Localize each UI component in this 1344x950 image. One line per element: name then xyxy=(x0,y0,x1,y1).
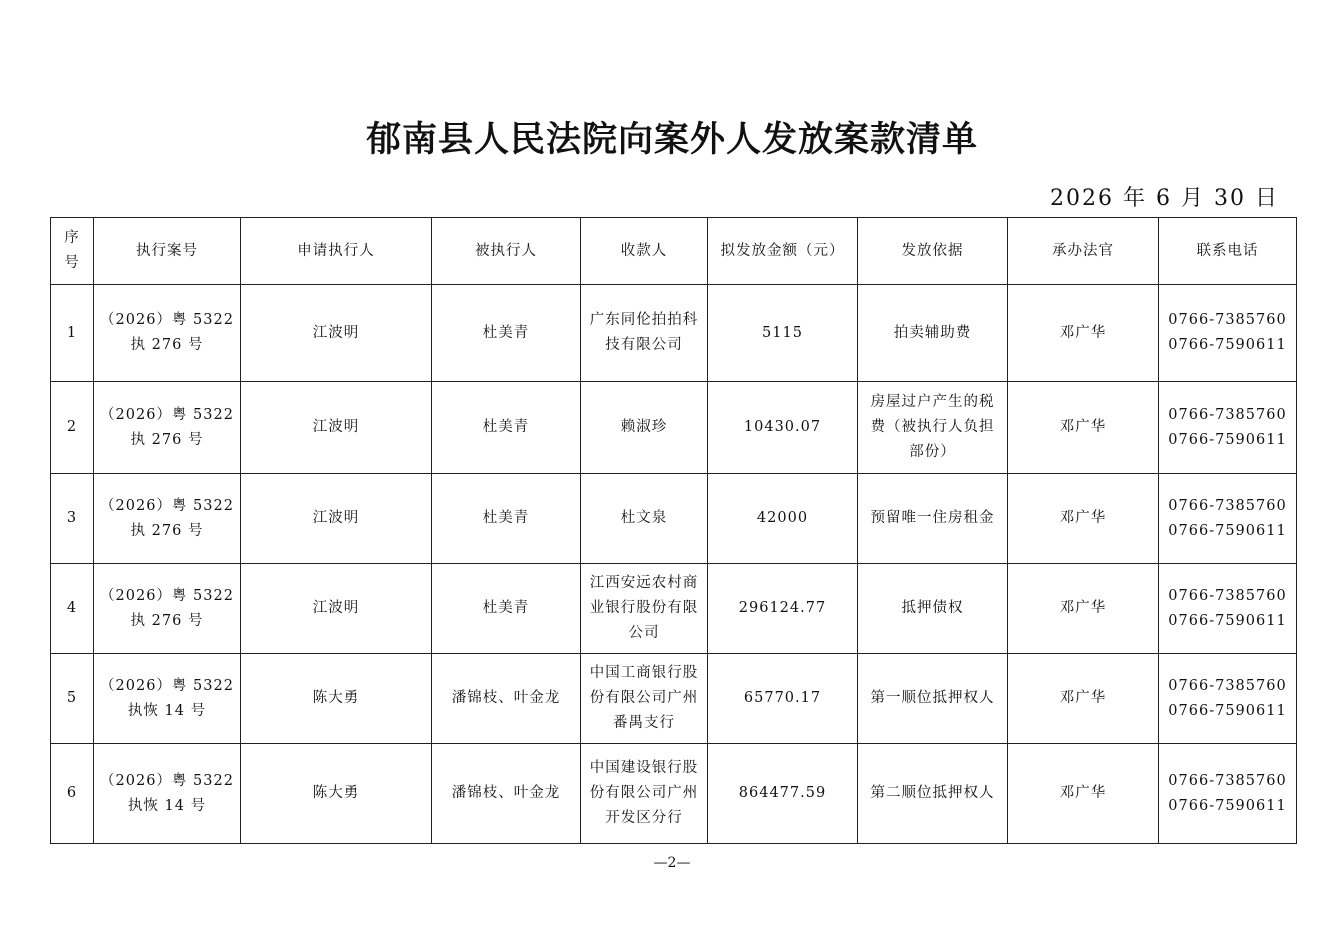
payment-list-table xyxy=(50,217,1297,844)
cell-payee: 中国工商银行股份有限公司广州番禺支行 xyxy=(581,654,708,744)
cell-basis: 房屋过户产生的税费（被执行人负担部份） xyxy=(858,382,1008,474)
cell-seq: 6 xyxy=(51,744,94,844)
cell-applicant: 江波明 xyxy=(241,285,432,382)
cell-basis: 拍卖辅助费 xyxy=(858,285,1008,382)
cell-respondent: 杜美青 xyxy=(432,285,581,382)
header-case-no: 执行案号 xyxy=(94,218,241,285)
cell-case-no: （2026）粤 5322 执 276 号 xyxy=(94,382,241,474)
cell-phone xyxy=(1159,744,1297,844)
cell-respondent: 杜美青 xyxy=(432,474,581,564)
header-seq: 序号 xyxy=(51,218,94,285)
header-payee: 收款人 xyxy=(581,218,708,285)
phone-number: 0766-7385760 xyxy=(1168,406,1287,423)
phone-number: 0766-7385760 xyxy=(1168,677,1287,694)
document-date: 2026 年 6 月 30 日 xyxy=(1050,186,1279,211)
phone-number: 0766-7385760 xyxy=(1168,772,1287,789)
cell-basis: 第一顺位抵押权人 xyxy=(858,654,1008,744)
cell-phone xyxy=(1159,654,1297,744)
header-phone: 联系电话 xyxy=(1159,218,1297,285)
cell-phone xyxy=(1159,285,1297,382)
table-row xyxy=(51,654,1297,744)
table-row xyxy=(51,285,1297,382)
cell-respondent: 潘锦枝、叶金龙 xyxy=(432,654,581,744)
cell-applicant: 陈大勇 xyxy=(241,654,432,744)
cell-judge: 邓广华 xyxy=(1008,564,1159,654)
cell-respondent: 潘锦枝、叶金龙 xyxy=(432,744,581,844)
cell-basis: 抵押债权 xyxy=(858,564,1008,654)
header-judge: 承办法官 xyxy=(1008,218,1159,285)
phone-number: 0766-7590611 xyxy=(1168,797,1287,814)
cell-payee: 江西安远农村商业银行股份有限公司 xyxy=(581,564,708,654)
cell-applicant: 江波明 xyxy=(241,474,432,564)
cell-payee: 杜文泉 xyxy=(581,474,708,564)
cell-phone xyxy=(1159,564,1297,654)
cell-amount: 5115 xyxy=(708,285,858,382)
phone-number: 0766-7385760 xyxy=(1168,312,1287,328)
cell-case-no: （2026）粤 5322 执 276 号 xyxy=(94,564,241,654)
phone-number: 0766-7590611 xyxy=(1168,337,1287,353)
header-basis: 发放依据 xyxy=(858,218,1008,285)
cell-payee: 赖淑珍 xyxy=(581,382,708,474)
cell-judge: 邓广华 xyxy=(1008,654,1159,744)
cell-respondent: 杜美青 xyxy=(432,564,581,654)
cell-amount: 65770.17 xyxy=(708,654,858,744)
table-header-row xyxy=(51,218,1297,285)
cell-seq: 5 xyxy=(51,654,94,744)
cell-amount: 10430.07 xyxy=(708,382,858,474)
cell-respondent: 杜美青 xyxy=(432,382,581,474)
page-number: —2— xyxy=(653,855,691,871)
cell-seq: 3 xyxy=(51,474,94,564)
cell-amount: 42000 xyxy=(708,474,858,564)
table-row xyxy=(51,564,1297,654)
cell-phone xyxy=(1159,382,1297,474)
cell-judge: 邓广华 xyxy=(1008,382,1159,474)
cell-applicant: 陈大勇 xyxy=(241,744,432,844)
cell-phone xyxy=(1159,474,1297,564)
cell-seq: 4 xyxy=(51,564,94,654)
cell-seq: 1 xyxy=(51,285,94,382)
cell-judge: 邓广华 xyxy=(1008,285,1159,382)
cell-judge: 邓广华 xyxy=(1008,744,1159,844)
phone-number: 0766-7590611 xyxy=(1168,702,1287,719)
header-amount: 拟发放金额（元） xyxy=(708,218,858,285)
header-applicant: 申请执行人 xyxy=(241,218,432,285)
phone-number: 0766-7590611 xyxy=(1168,431,1287,448)
document-title: 郁南县人民法院向案外人发放案款清单 xyxy=(365,120,978,160)
cell-case-no: （2026）粤 5322 执 276 号 xyxy=(94,474,241,564)
cell-seq: 2 xyxy=(51,382,94,474)
cell-payee: 中国建设银行股份有限公司广州开发区分行 xyxy=(581,744,708,844)
phone-number: 0766-7385760 xyxy=(1168,497,1287,514)
cell-amount: 296124.77 xyxy=(708,564,858,654)
cell-applicant: 江波明 xyxy=(241,382,432,474)
table-row xyxy=(51,744,1297,844)
phone-number: 0766-7385760 xyxy=(1168,587,1287,604)
cell-amount: 864477.59 xyxy=(708,744,858,844)
cell-case-no: （2026）粤 5322 执恢 14 号 xyxy=(94,654,241,744)
cell-basis: 第二顺位抵押权人 xyxy=(858,744,1008,844)
cell-basis: 预留唯一住房租金 xyxy=(858,474,1008,564)
phone-number: 0766-7590611 xyxy=(1168,522,1287,539)
cell-judge: 邓广华 xyxy=(1008,474,1159,564)
phone-number: 0766-7590611 xyxy=(1168,612,1287,629)
header-respondent: 被执行人 xyxy=(432,218,581,285)
table-row xyxy=(51,382,1297,474)
cell-case-no: （2026）粤 5322 执 276 号 xyxy=(94,285,241,382)
cell-case-no: （2026）粤 5322 执恢 14 号 xyxy=(94,744,241,844)
cell-payee: 广东同伦拍拍科技有限公司 xyxy=(581,285,708,382)
cell-applicant: 江波明 xyxy=(241,564,432,654)
table-row xyxy=(51,474,1297,564)
